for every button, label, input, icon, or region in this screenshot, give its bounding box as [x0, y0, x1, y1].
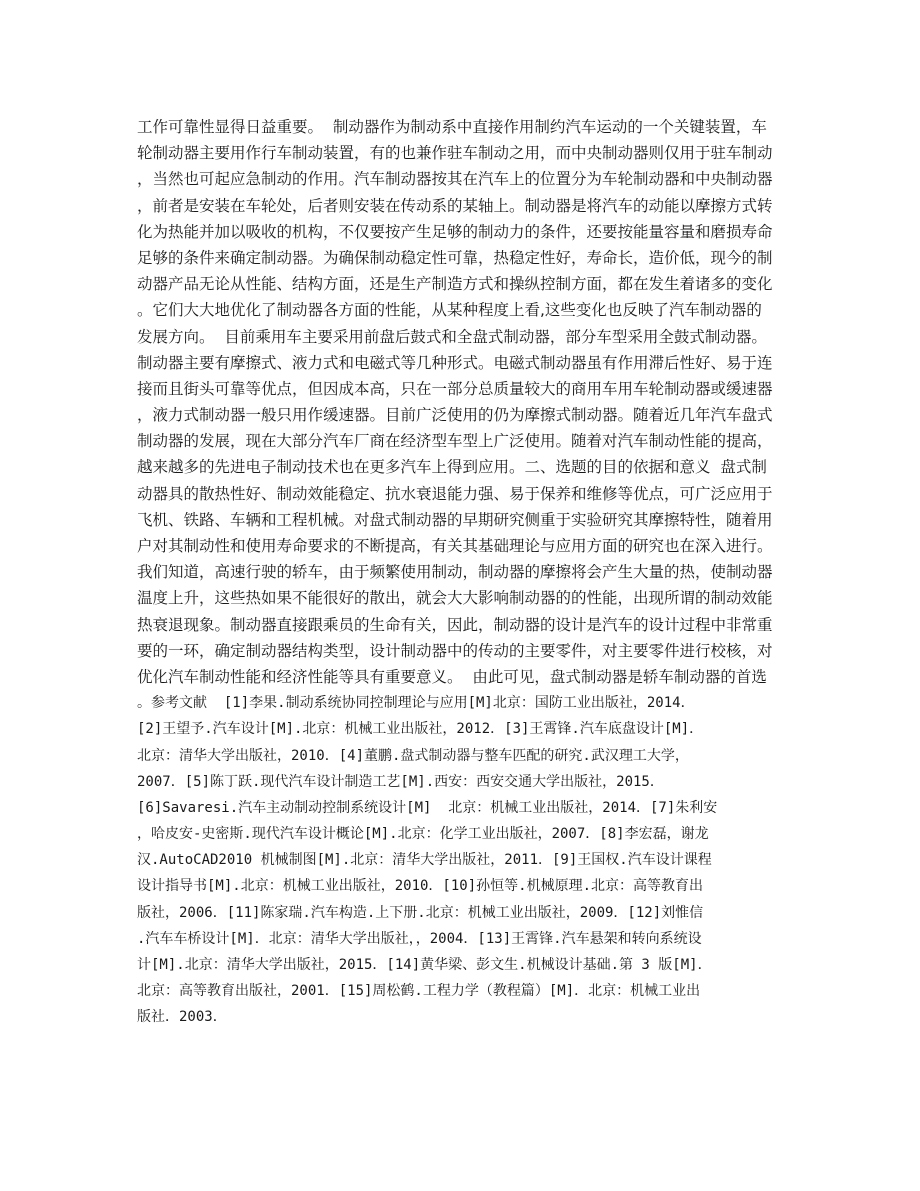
- paragraph-line: 接而且街头可靠等优点，但因成本高，只在一部分总质量较大的商用车用车轮制动器或缓速器: [137, 379, 773, 398]
- reference-line: 北京：高等教育出版社，2001．[15]周松鹤.工程力学（教程篇）[M]．北京：机械工业出: [137, 983, 701, 1000]
- reference-line: 计[M].北京：清华大学出版社，2015．[14]黄华梁、彭文生.机械设计基础.第 3 版[M]．: [137, 957, 712, 973]
- reference-line: 2007．[5]陈丁跃.现代汽车设计制造工艺[M].西安：西安交通大学出版社，2015．: [137, 773, 664, 790]
- paragraph-line: ，前者是安装在车轮处，后者则安装在传动系的某轴上。制动器是将汽车的动能以摩擦方式转: [137, 196, 773, 215]
- paragraph-line: 。它们大大地优化了制动器各方面的性能，从某种程度上看,这些变化也反映了汽车制动器的: [137, 301, 762, 320]
- body-text: [137, 114, 787, 1031]
- paragraph-line: 温度上升，这些热如果不能很好的散出，就会大大影响制动器的的性能，出现所谓的制动效能: [137, 589, 773, 608]
- paragraph-line: 我们知道，高速行驶的轿车，由于频繁使用制动，制动器的摩擦将会产生大量的热，使制动器: [137, 563, 773, 582]
- reference-line: [6]Savaresi.汽车主动制动控制系统设计[M] 北京：机械工业出版社，2014．[7]朱利安: [137, 799, 718, 816]
- paragraph-line: 轮制动器主要用作行车制动装置，有的也兼作驻车制动之用，而中央制动器则仅用于驻车制动: [137, 144, 773, 163]
- paragraph-line: 户对其制动性和使用寿命要求的不断提高，有关其基础理论与应用方面的研究也在深入进行。: [137, 537, 773, 555]
- paragraph-line: 化为热能并加以吸收的机构，不仅要按产生足够的制动力的条件，还要按能量容量和磨损寿命: [137, 222, 773, 241]
- paragraph-line: 优化汽车制动性能和经济性能等具有重要意义。 由此可见，盘式制动器是轿车制动器的首选: [137, 667, 767, 686]
- paragraph-line: 发展方向。 目前乘用车主要采用前盘后鼓式和全盘式制动器，部分车型采用全鼓式制动器。: [137, 327, 767, 346]
- reference-line: 。参考文献 [1]李果.制动系统协同控制理论与应用[M]北京：国防工业出版社，2014．: [137, 695, 695, 712]
- reference-line: 设计指导书[M].北京：机械工业出版社，2010．[10]孙恒等.机械原理.北京：高等教育出: [137, 878, 703, 895]
- reference-line: 版社，2006．[11]陈家瑞.汽车构造.上下册.北京：机械工业出版社，2009．[12]刘惟信: [137, 904, 704, 921]
- reference-line: 汉.AutoCAD2010 机械制图[M].北京：清华大学出版社，2011．[9]王国权.汽车设计课程: [137, 852, 712, 869]
- paragraph-line: 足够的条件来确定制动器。为确保制动稳定性可靠，热稳定性好，寿命长，造价低，现今的制: [137, 248, 773, 267]
- reference-line: 北京：清华大学出版社，2010．[4]董鹏.盘式制动器与整车匹配的研究.武汉理工大学，: [137, 747, 689, 764]
- reference-line: 版社．2003．: [137, 1009, 227, 1026]
- paragraph-line: ，液力式制动器一般只用作缓速器。目前广泛使用的仍为摩擦式制动器。随着近几年汽车盘式: [137, 406, 773, 425]
- paragraph-line: 动器产品无论从性能、结构方面，还是生产制造方式和操纵控制方面，都在发生着诸多的变化: [137, 275, 773, 294]
- paragraph-line: 制动器的发展，现在大部分汽车厂商在经济型车型上广泛使用。随着对汽车制动性能的提高，: [137, 432, 773, 451]
- paragraph-line: 工作可靠性显得日益重要。 制动器作为制动系中直接作用制约汽车运动的一个关键装置，车: [137, 118, 767, 136]
- paragraph-line: ，当然也可起应急制动的作用。汽车制动器按其在汽车上的位置分为车轮制动器和中央制动器: [137, 170, 773, 189]
- reference-line: ，哈皮安-史密斯.现代汽车设计概论[M].北京：化学工业出版社，2007．[8]李宏磊，谢龙: [137, 826, 709, 843]
- paragraph-line: 热衰退现象。制动器直接跟乘员的生命有关，因此，制动器的设计是汽车的设计过程中非常重: [137, 615, 773, 634]
- paragraph-line: 飞机、铁路、车辆和工程机械。对盘式制动器的早期研究侧重于实验研究其摩擦特性，随着用: [137, 510, 773, 529]
- reference-line: .汽车车桥设计[M]．北京：清华大学出版社，，2004．[13]王霄锋.汽车悬架和转向系统设: [137, 930, 702, 947]
- paragraph-line: 越来越多的先进电子制动技术也在更多汽车上得到应用。二、选题的目的依据和意义 盘式制: [137, 458, 767, 477]
- paragraph-line: 要的一环，确定制动器结构类型，设计制动器中的传动的主要零件，对主要零件进行校核，对: [137, 641, 773, 660]
- reference-line: [2]王望予.汽车设计[M].北京：机械工业出版社，2012．[3]王霄锋.汽车底盘设计[M]．: [137, 721, 704, 738]
- paragraph-line: 动器具的散热性好、制动效能稳定、抗水衰退能力强、易于保养和维修等优点，可广泛应用于: [137, 484, 773, 503]
- paragraph-line: 制动器主要有摩擦式、液力式和电磁式等几种形式。电磁式制动器虽有作用滞后性好、易于连: [137, 353, 773, 372]
